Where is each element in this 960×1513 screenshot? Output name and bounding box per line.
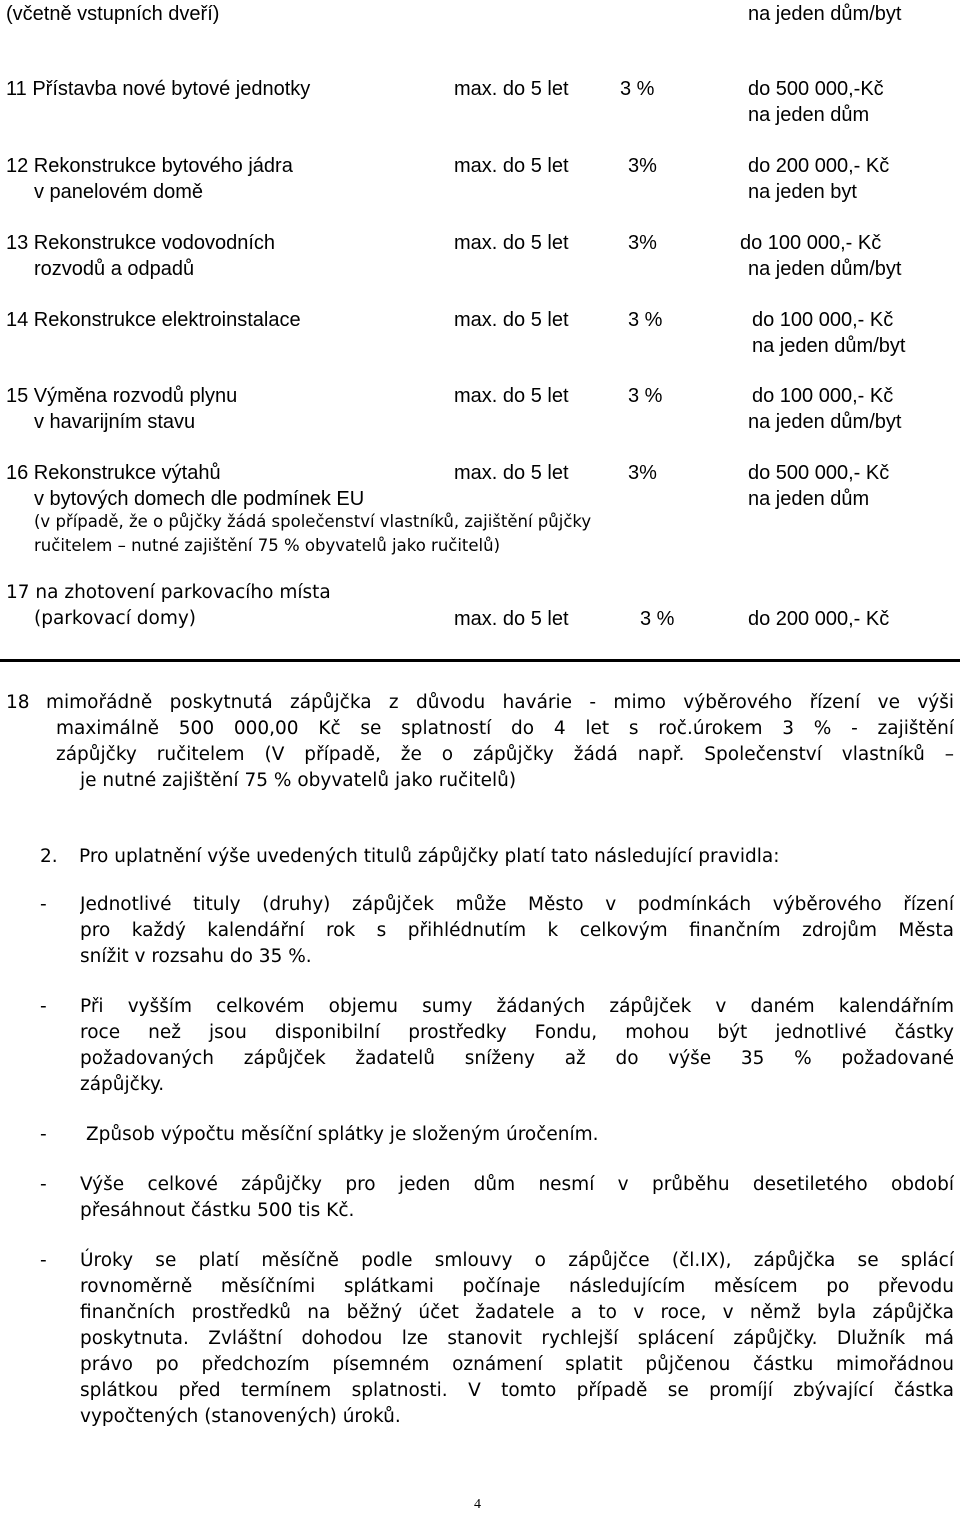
item-note: ručitelem – nutné zajištění 75 % obyvatelů jako ručitelů) [34,536,501,555]
item-rate: 3% [628,462,657,484]
section-divider [0,659,960,662]
section-number: 2. [40,846,58,867]
item-subtitle: rozvodů a odpadů [34,258,195,280]
bullet-line: finančních prostředků na běžný účet žadatele a to v roce, v němž byla zápůjčka [80,1302,954,1323]
item-subtitle: v havarijním stavu [34,411,196,433]
item-rate: 3% [628,155,657,177]
bullet-line: poskytnuta. Zvláštní dohodou lze stanovit rychlejší splácení zápůjčky. Dlužník má [80,1328,954,1349]
bullet-line: Výše celkové zápůjčky pro jeden dům nesmí v průběhu desetiletého období [80,1174,954,1195]
continued-item-scope: na jeden dům/byt [748,3,902,25]
item-rate: 3 % [628,309,663,331]
item-title: 11 Přístavba nové bytové jednotky [6,78,311,100]
item-term: max. do 5 let [454,232,569,254]
item-rate: 3 % [640,608,675,630]
bullet-line: snížit v rozsahu do 35 %. [80,946,312,967]
bullet-line: vypočtených (stanovených) úroků. [80,1406,401,1427]
item-title: 14 Rekonstrukce elektroinstalace [6,309,301,331]
item-scope: na jeden dům/byt [748,258,902,280]
bullet-line: roce než jsou disponibilní prostředky Fondu, mohou být jednotlivé částky [80,1022,954,1043]
item-term: max. do 5 let [454,385,569,407]
page-number: 4 [474,1497,481,1512]
item-limit: do 500 000,- Kč [748,462,890,484]
item-term: max. do 5 let [454,608,569,630]
item-term: max. do 5 let [454,309,569,331]
item-limit: do 500 000,-Kč [748,78,884,100]
item-term: max. do 5 let [454,462,569,484]
bullet-line: přesáhnout částku 500 tis Kč. [80,1200,355,1221]
bullet-dash: - [40,894,47,915]
item-rate: 3 % [628,385,663,407]
item-limit: do 100 000,- Kč [752,385,894,407]
bullet-text [80,994,954,1098]
item-scope: na jeden dům [748,104,870,126]
bullet-line: Úroky se platí měsíčně podle smlouvy o zápůjčce (čl.IX), zápůjčka se splácí [80,1250,954,1271]
paragraph-line: zápůjčky ručitelem (V případě, že o zápůjčky žádá např. Společenství vlastníků – [56,744,954,765]
bullet-text [80,892,954,970]
item-note: (v případě, že o půjčky žádá společenství vlastníků, zajištění půjčky [34,512,592,531]
item-scope: na jeden dům [748,488,870,510]
bullet-dash: - [40,1124,47,1145]
bullet-line: právo po předchozím písemném oznámení splatit půjčenou částku mimořádnou [80,1354,954,1375]
item-limit: do 100 000,- Kč [740,232,882,254]
item-title: 16 Rekonstrukce výtahů [6,462,221,484]
bullet-dash: - [40,1174,47,1195]
bullet-line: splátkou před termínem splatnosti. V tomto případě se promíjí zbývající částka [80,1380,954,1401]
bullet-line: Jednotlivé tituly (druhy) zápůjček může Město v podmínkách výběrového řízení [80,894,954,915]
bullet-line: požadovaných zápůjček žadatelů sníženy až do výše 35 % požadované [80,1048,954,1069]
item-number: 18 [6,692,30,713]
paragraph-line: maximálně 500 000,00 Kč se splatností do 4 let s roč.úrokem 3 % - zajištění [56,718,954,739]
bullet-line: pro každý kalendářní rok s přihlédnutím k celkovým finančním zdrojům Města [80,920,954,941]
bullet-text [80,1248,954,1430]
paragraph-line: je nutné zajištění 75 % obyvatelů jako ručitelů) [80,770,517,791]
item-title: 15 Výměna rozvodů plynu [6,385,238,407]
bullet-dash: - [40,1250,47,1271]
item-paragraph-cont [56,716,954,768]
section-heading: Pro uplatnění výše uvedených titulů zápůjčky platí tato následující pravidla: [79,846,780,867]
item-scope: na jeden dům/byt [752,335,906,357]
item-subtitle: v panelovém domě [34,181,203,203]
bullet-text [80,1172,954,1224]
item-title: 13 Rekonstrukce vodovodních [6,232,276,254]
item-rate: 3% [628,232,657,254]
item-scope: na jeden byt [748,181,857,203]
bullet-line: Při vyšším celkovém objemu sumy žádaných zápůjček v daném kalendářním [80,996,954,1017]
item-limit: do 200 000,- Kč [748,608,890,630]
continued-item-label: (včetně vstupních dveří) [6,3,220,25]
item-scope: na jeden dům/byt [748,411,902,433]
item-title: 17 na zhotovení parkovacího místa [6,582,331,603]
bullet-line: rovnoměrně měsíčními splátkami počínaje následujícím měsícem po převodu [80,1276,954,1297]
item-limit: do 100 000,- Kč [752,309,894,331]
item-title: 12 Rekonstrukce bytového jádra [6,155,293,177]
item-paragraph [46,690,954,716]
item-rate: 3 % [620,78,655,100]
paragraph-line: mimořádně poskytnutá zápůjčka z důvodu havárie - mimo výběrového řízení ve výši [46,692,954,713]
bullet-dash: - [40,996,47,1017]
item-limit: do 200 000,- Kč [748,155,890,177]
item-term: max. do 5 let [454,78,569,100]
item-subtitle: (parkovací domy) [34,608,197,629]
bullet-line: zápůjčky. [80,1074,165,1095]
bullet-line: Způsob výpočtu měsíční splátky je složeným úročením. [86,1124,599,1145]
item-term: max. do 5 let [454,155,569,177]
item-subtitle: v bytových domech dle podmínek EU [34,488,365,510]
